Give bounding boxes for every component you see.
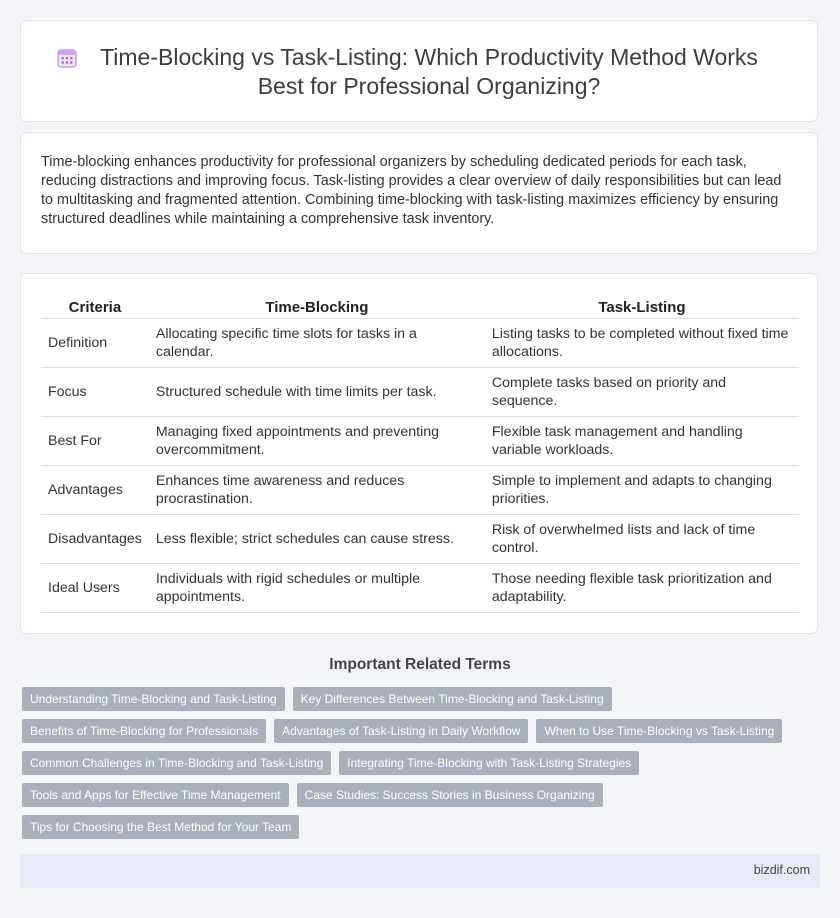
criteria-cell: Best For — [41, 417, 149, 466]
criteria-cell: Ideal Users — [41, 564, 149, 613]
task-listing-cell: Risk of overwhelmed lists and lack of time control. — [485, 515, 799, 564]
footer-site-link[interactable]: bizdif.com — [753, 863, 810, 877]
related-term-link[interactable]: Tools and Apps for Effective Time Management — [22, 783, 289, 807]
header-time-blocking: Time-Blocking — [149, 296, 485, 319]
header-criteria: Criteria — [41, 296, 149, 319]
criteria-cell: Disadvantages — [41, 515, 149, 564]
page-title: Time-Blocking vs Task-Listing: Which Productivity Method Works Best for Professional Organizing? — [100, 44, 758, 99]
related-term-link[interactable]: When to Use Time-Blocking vs Task-Listing — [536, 719, 782, 743]
time-blocking-cell: Individuals with rigid schedules or multiple appointments. — [149, 564, 485, 613]
related-term-link[interactable]: Tips for Choosing the Best Method for Your Team — [22, 815, 299, 839]
table-row — [41, 564, 799, 613]
table-row — [41, 466, 799, 515]
table-header-row — [41, 296, 799, 319]
task-listing-cell: Complete tasks based on priority and sequence. — [485, 368, 799, 417]
table-row — [41, 515, 799, 564]
related-term-link[interactable]: Key Differences Between Time-Blocking and Task-Listing — [293, 687, 612, 711]
calendar-icon — [55, 46, 79, 70]
criteria-cell: Definition — [41, 319, 149, 368]
intro-paragraph: Time-blocking enhances productivity for professional organizers by scheduling dedicated periods for each task, reducing distractions and improving focus. Task-listing provides a clear overview of daily responsibilities but can lead to multitasking and fragmented attention. Combining time-blocking with task-listing maximizes efficiency by ensuring structured deadlines while maintaining a comprehensive task inventory. — [41, 154, 782, 227]
related-term-link[interactable]: Common Challenges in Time-Blocking and Task-Listing — [22, 751, 331, 775]
related-terms-list — [22, 687, 812, 847]
time-blocking-cell: Managing fixed appointments and preventing overcommitment. — [149, 417, 485, 466]
table-row — [41, 368, 799, 417]
time-blocking-cell: Less flexible; strict schedules can cause stress. — [149, 515, 485, 564]
task-listing-cell: Listing tasks to be completed without fixed time allocations. — [485, 319, 799, 368]
task-listing-cell: Simple to implement and adapts to changing priorities. — [485, 466, 799, 515]
table-row — [41, 417, 799, 466]
comparison-table — [41, 296, 799, 613]
related-term-link[interactable]: Benefits of Time-Blocking for Professionals — [22, 719, 266, 743]
related-term-link[interactable]: Case Studies: Success Stories in Business Organizing — [297, 783, 603, 807]
related-term-link[interactable]: Integrating Time-Blocking with Task-Listing Strategies — [339, 751, 639, 775]
comparison-card — [20, 273, 818, 634]
header-task-listing: Task-Listing — [485, 296, 799, 319]
related-terms-heading: Important Related Terms — [329, 656, 511, 673]
time-blocking-cell: Structured schedule with time limits per task. — [149, 368, 485, 417]
intro-card — [20, 132, 818, 254]
time-blocking-cell: Allocating specific time slots for tasks in a calendar. — [149, 319, 485, 368]
task-listing-cell: Flexible task management and handling variable workloads. — [485, 417, 799, 466]
related-term-link[interactable]: Advantages of Task-Listing in Daily Workflow — [274, 719, 528, 743]
related-term-link[interactable]: Understanding Time-Blocking and Task-Listing — [22, 687, 285, 711]
footer — [20, 854, 820, 888]
task-listing-cell: Those needing flexible task prioritization and adaptability. — [485, 564, 799, 613]
criteria-cell: Focus — [41, 368, 149, 417]
table-row — [41, 319, 799, 368]
time-blocking-cell: Enhances time awareness and reduces procrastination. — [149, 466, 485, 515]
criteria-cell: Advantages — [41, 466, 149, 515]
title-card — [20, 20, 818, 122]
